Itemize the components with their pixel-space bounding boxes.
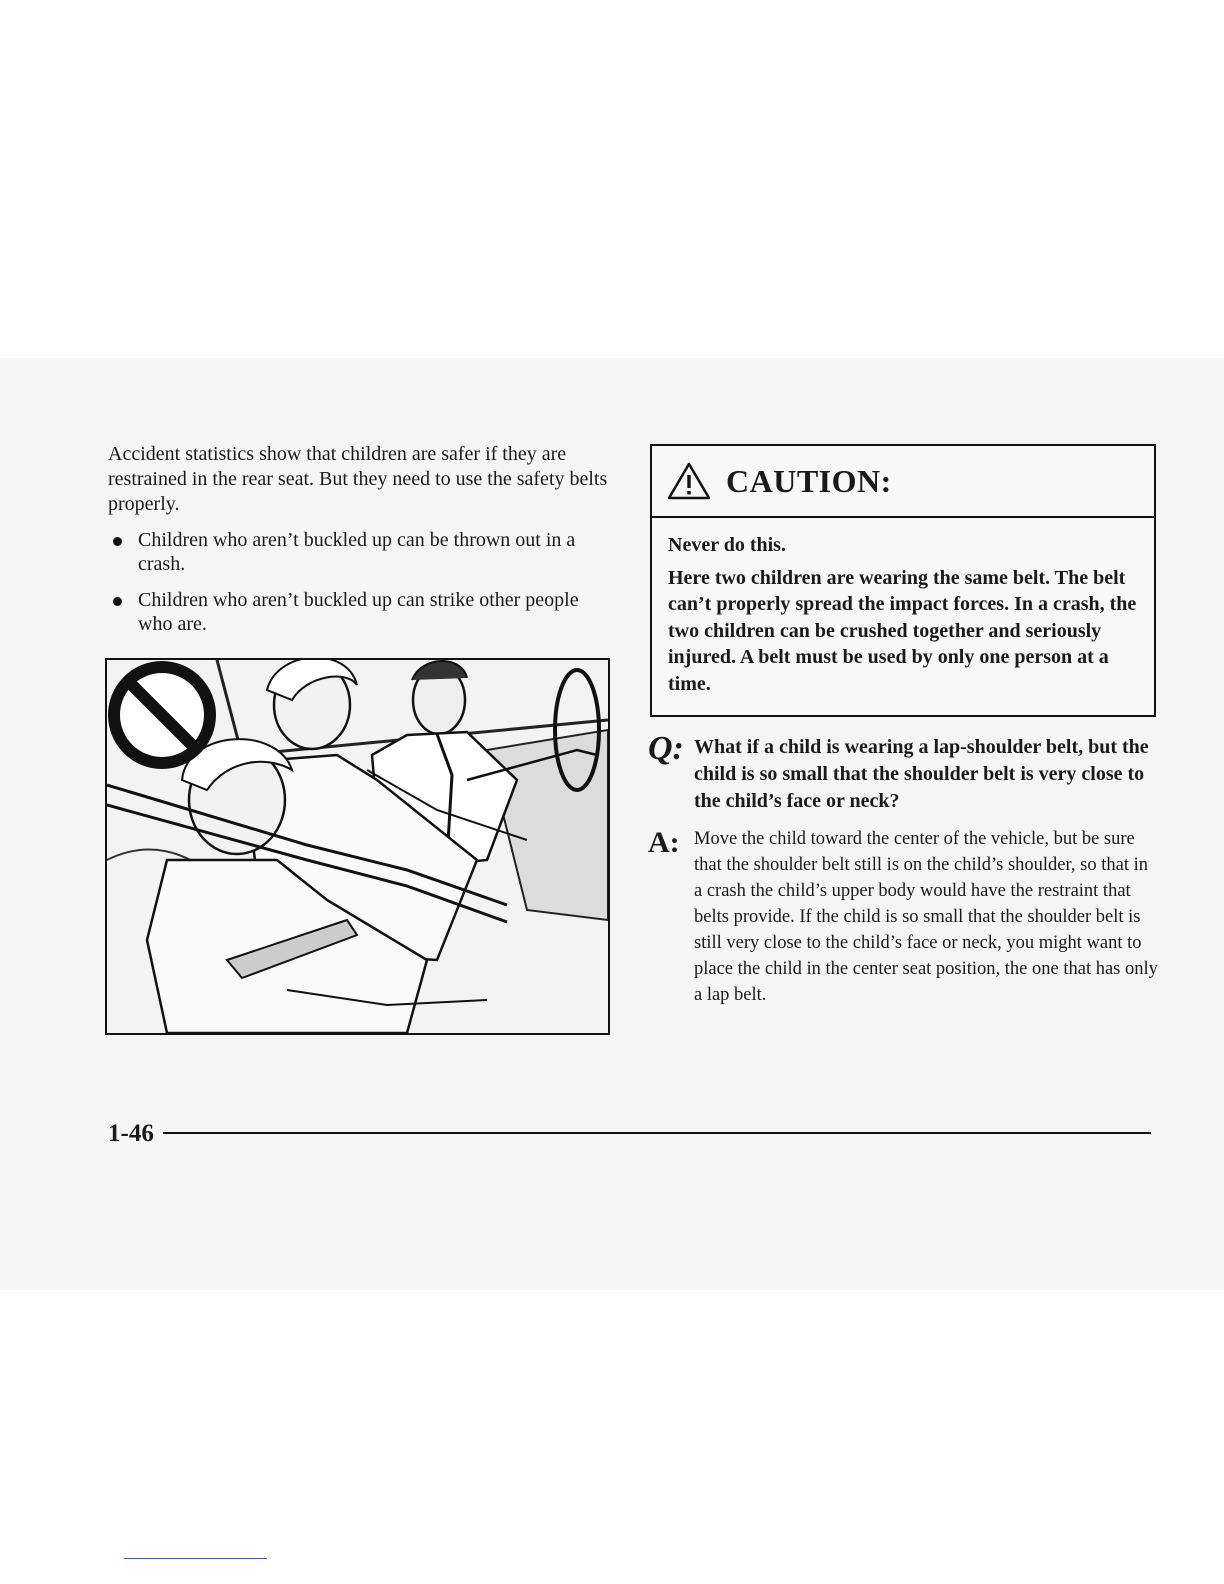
bullet-icon xyxy=(113,597,122,606)
list-item xyxy=(108,588,608,636)
bullet-text: Children who aren’t buckled up can be thrown out in a crash. xyxy=(138,529,576,575)
question-block xyxy=(648,730,1158,815)
intro-paragraph: Accident statistics show that children are safer if they are restrained in the rear seat. But they need to use the safety belts properly. xyxy=(108,443,608,515)
caution-text: Here two children are wearing the same belt. The belt can’t properly spread the impact forces. In a crash, the two children can be crushed together and seriously injured. A belt must be used by only one person at a time. xyxy=(668,566,1137,695)
footer-divider xyxy=(163,1132,1151,1134)
question-mark-label: Q: xyxy=(648,730,684,767)
answer-block xyxy=(648,826,1158,1008)
question-text: What if a child is wearing a lap-shoulder belt, but the child is so small that the shoulder belt is very close to the child’s face or neck? xyxy=(694,736,1149,812)
caution-header xyxy=(652,446,1154,518)
caution-lead: Never do this. xyxy=(668,534,786,556)
illustration-drawing xyxy=(107,660,608,1033)
bullet-icon xyxy=(113,537,122,546)
list-item xyxy=(108,528,608,576)
warning-triangle-icon xyxy=(666,461,712,501)
caution-box xyxy=(650,444,1156,717)
answer-mark-label: A: xyxy=(648,826,680,859)
caution-title: CAUTION: xyxy=(726,462,892,499)
answer-text: Move the child toward the center of the vehicle, but be sure that the shoulder belt still is on the child’s shoulder, so that in a crash the child’s upper body would have the restraint that belts provide. If the child is so small that the shoulder belt is still very close to the child’s face or neck, you might want to place the child in the center seat position, the one that has only a lap belt. xyxy=(694,829,1158,1005)
page-number: 1-46 xyxy=(108,1120,154,1147)
bottom-link-underline xyxy=(124,1558,267,1559)
caution-body xyxy=(652,518,1154,697)
children-sharing-belt-illustration xyxy=(105,658,610,1035)
bullet-text: Children who aren’t buckled up can strike other people who are. xyxy=(138,589,579,635)
bullet-list xyxy=(108,528,608,648)
